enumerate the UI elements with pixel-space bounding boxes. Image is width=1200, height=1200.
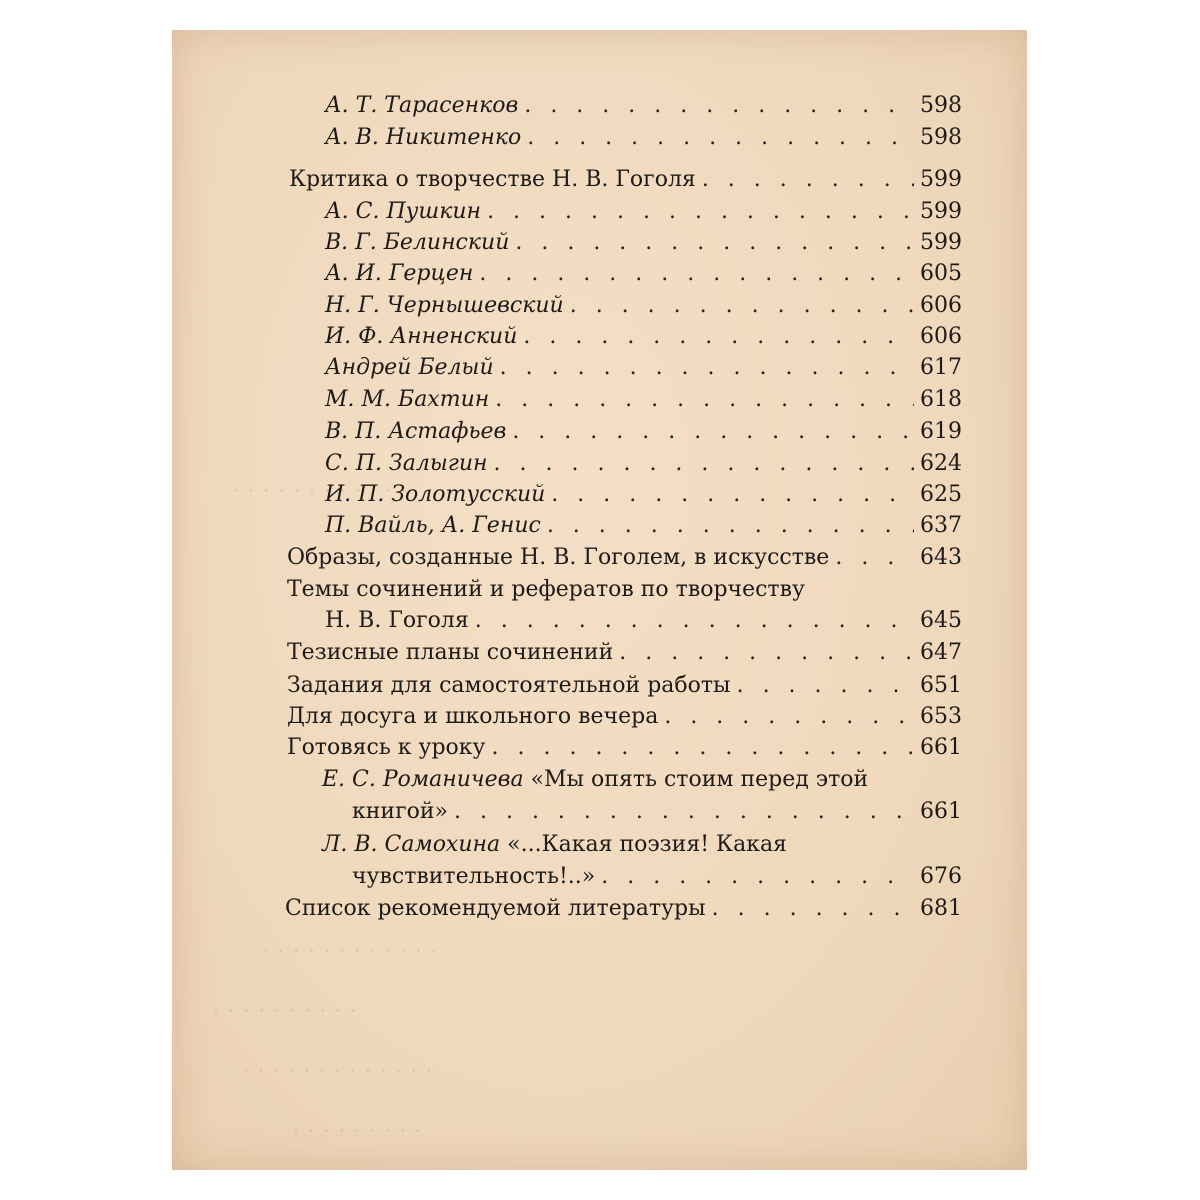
leader-dots [551,479,914,511]
leader-dots [515,227,914,259]
toc-entry-label: А. И. Герцен [325,261,474,286]
toc-entry-label: Критика о творчестве Н. В. Гоголя [289,167,696,192]
leader-dots [547,510,914,542]
toc-entry [172,732,962,764]
toc-entry-page: 653 [920,704,962,729]
toc-entry [172,701,962,733]
toc-entry [172,605,962,637]
toc-entry-label: М. М. Бахтин [325,387,490,412]
toc-entry-label: И. Ф. Анненский [325,324,518,349]
toc-entry [172,542,962,574]
toc-entry [172,122,962,154]
toc-entry [172,416,962,448]
toc-entry-label: Н. В. Гоголя [325,608,469,633]
toc-entry-page: 637 [920,513,962,538]
toc-entry-label: чувствительность!..» [352,864,596,889]
leader-dots [492,732,915,764]
toc-entry [172,670,962,702]
toc-entry-label: книгой» [352,799,448,824]
toc-entry-label: Задания для самостоятельной работы [287,673,731,698]
toc-entry-label: А. С. Пушкин [325,199,482,224]
toc-entry [172,448,962,480]
toc-entry-page: 619 [920,419,962,444]
leader-dots [835,542,914,574]
toc-entry-label: Образы, созданные Н. В. Гоголем, в искусстве [287,545,830,570]
leader-dots [619,637,914,669]
toc-entry [172,479,962,511]
leader-dots [487,196,914,228]
toc-entry-title: «Мы опять стоим перед этой [530,767,869,792]
toc-entry-author: Л. В. Самохина [322,832,501,857]
leader-dots [601,861,914,893]
toc-entry-page: 651 [920,673,962,698]
toc-entry-label: Тезисные планы сочинений [287,640,614,665]
leader-dots [524,90,914,122]
toc-entry-label: Для досуга и школьного вечера [287,704,659,729]
toc-entry-label: П. Вайль, А. Генис [325,513,541,538]
toc-entry-label: И. П. Золотусский [325,482,546,507]
toc-entry [172,164,962,196]
toc-entry-page: 598 [920,93,962,118]
toc-entry [172,637,962,669]
toc-entry-page: 643 [920,545,962,570]
leader-dots [702,164,914,196]
table-of-contents [172,30,1027,1170]
toc-entry [172,258,962,290]
toc-entry [172,861,962,893]
toc-entry-page: 599 [920,230,962,255]
leader-dots [712,893,914,925]
toc-entry-page: 676 [920,864,962,889]
toc-entry-author: Е. С. Романичева [322,767,524,792]
toc-entry-label: Список рекомендуемой литературы [285,896,706,921]
leader-dots [570,290,914,322]
leader-dots [527,122,914,154]
toc-entry-page: 617 [920,355,962,380]
toc-entry [172,290,962,322]
toc-entry-page: 661 [920,735,962,760]
toc-entry [172,196,962,228]
toc-entry [172,321,962,353]
toc-entry [322,764,868,796]
toc-entry-page: 681 [920,896,962,921]
toc-entry-label: Андрей Белый [325,355,494,380]
toc-entry-title: «...Какая поэзия! Какая [507,832,787,857]
toc-entry [172,893,962,925]
leader-dots [494,448,914,480]
leader-dots [500,352,914,384]
leader-dots [523,321,914,353]
toc-entry [172,352,962,384]
book-page [172,30,1027,1170]
toc-entry-page: 647 [920,640,962,665]
toc-entry-page: 624 [920,451,962,476]
toc-entry-page: 599 [920,199,962,224]
toc-entry-page: 618 [920,387,962,412]
leader-dots [495,384,914,416]
leader-dots [479,258,914,290]
toc-entry-label: Готовясь к уроку [287,735,486,760]
leader-dots [512,416,914,448]
leader-dots [454,796,914,828]
toc-entry [172,227,962,259]
toc-entry [322,829,787,861]
leader-dots [737,670,914,702]
toc-entry-label: В. Г. Белинский [325,230,510,255]
toc-entry-label: В. П. Астафьев [325,419,507,444]
toc-entry [172,90,962,122]
toc-entry [172,510,962,542]
toc-entry-page: 599 [920,167,962,192]
toc-entry-label: А. В. Никитенко [325,125,522,150]
toc-entry-page: 625 [920,482,962,507]
leader-dots [475,605,914,637]
toc-entry-label: Темы сочинений и рефератов по творчеству [287,577,805,602]
toc-entry-page: 645 [920,608,962,633]
toc-entry-page: 598 [920,125,962,150]
leader-dots [664,701,914,733]
toc-entry [172,384,962,416]
toc-entry [172,796,962,828]
toc-entry-label: С. П. Залыгин [325,451,488,476]
toc-entry-page: 605 [920,261,962,286]
toc-entry-label: А. Т. Тарасенков [325,93,519,118]
toc-entry-page: 606 [920,324,962,349]
toc-entry-page: 606 [920,293,962,318]
show-through-text: . . . . . . . . . . . . . . . . . . . . . . . . . . . . . . . . . . . . . . . . . . . . . . . . . . . . . . . . [212,470,438,1138]
toc-entry-page: 661 [920,799,962,824]
toc-entry-label: Н. Г. Чернышевский [325,293,564,318]
